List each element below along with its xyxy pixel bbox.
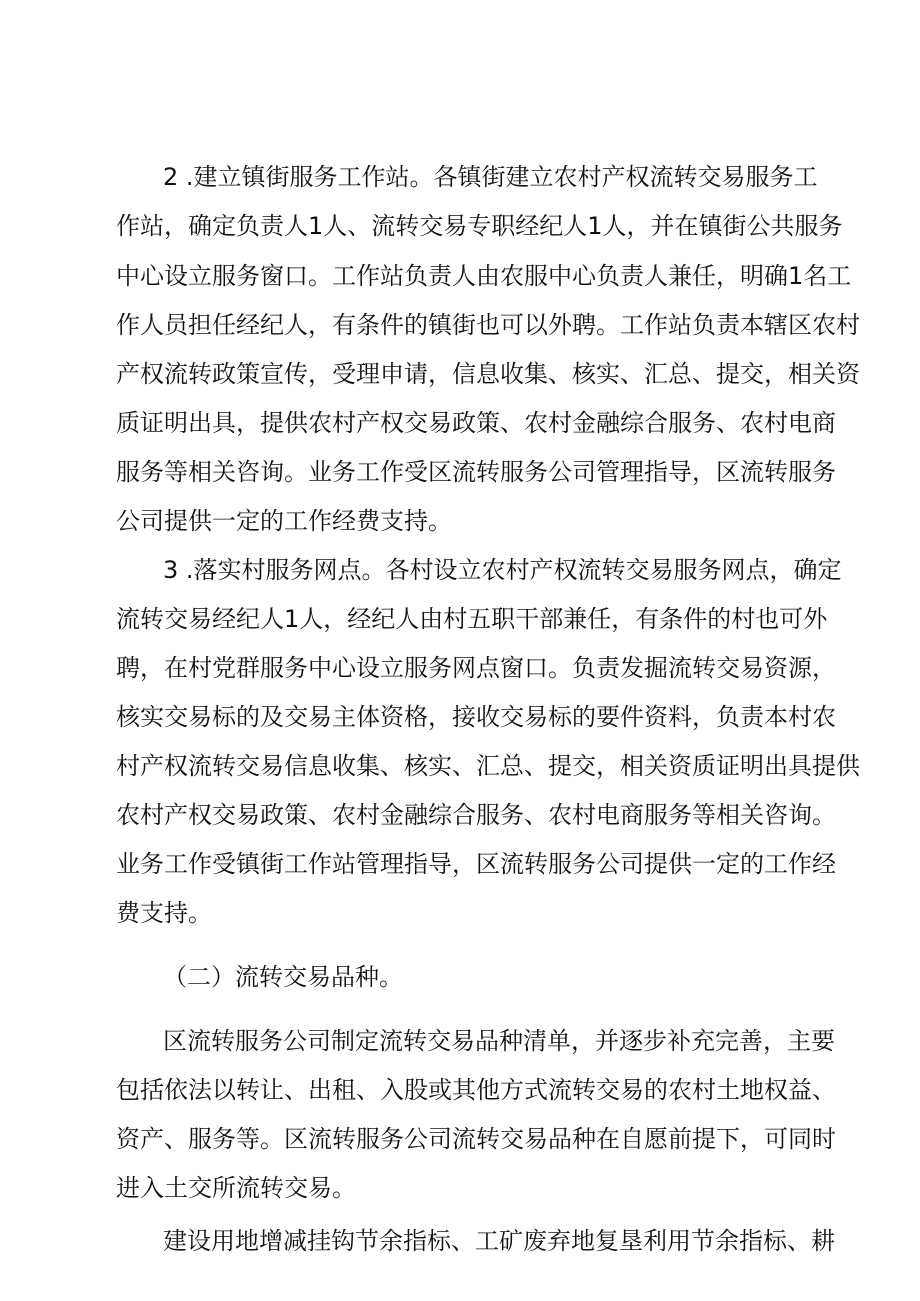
text-line: 资产、服务等。区流转服务公司流转交易品种在自愿前提下，可同时 (116, 1125, 836, 1153)
text-line: 业务工作受镇街工作站管理指导，区流转服务公司提供一定的工作经 (116, 850, 836, 878)
text-line: 农村产权交易政策、农村金融综合服务、农村电商服务等相关咨询。 (116, 801, 836, 829)
text-line: 建设用地增减挂钩节余指标、工矿废弃地复垦利用节余指标、耕 (163, 1227, 835, 1255)
text-line: 中心设立服务窗口。工作站负责人由农服中心负责人兼任，明确1名工 (116, 262, 852, 290)
text-line: 聘，在村党群服务中心设立服务网点窗口。负责发掘流转交易资源， (116, 654, 836, 682)
text-line: 流转交易经纪人1人，经纪人由村五职干部兼任，有条件的村也可外 (116, 605, 828, 633)
text-line: 作站，确定负责人1人、流转交易专职经纪人1人，并在镇街公共服务 (116, 212, 843, 240)
text-line: 服务等相关咨询。业务工作受区流转服务公司管理指导，区流转服务 (116, 458, 836, 486)
text-line: 3 .落实村服务网点。各村设立农村产权流转交易服务网点，确定 (163, 556, 842, 584)
text-line: 质证明出具，提供农村产权交易政策、农村金融综合服务、农村电商 (116, 409, 836, 437)
text-line: 作人员担任经纪人，有条件的镇街也可以外聘。工作站负责本辖区农村 (116, 311, 860, 339)
section-heading: （二）流转交易品种。 (163, 963, 403, 991)
text-line: 区流转服务公司制定流转交易品种清单，并逐步补充完善，主要 (163, 1027, 835, 1055)
text-line: 村产权流转交易信息收集、核实、汇总、提交，相关资质证明出具提供 (116, 752, 860, 780)
text-line: 核实交易标的及交易主体资格，接收交易标的要件资料，负责本村农 (116, 703, 836, 731)
text-line: 2 .建立镇街服务工作站。各镇街建立农村产权流转交易服务工 (163, 163, 818, 191)
text-line: 产权流转政策宣传，受理申请，信息收集、核实、汇总、提交，相关资 (116, 360, 860, 388)
text-line: 包括依法以转让、出租、入股或其他方式流转交易的农村土地权益、 (116, 1076, 836, 1104)
text-line: 进入土交所流转交易。 (116, 1174, 356, 1202)
text-line: 公司提供一定的工作经费支持。 (116, 507, 452, 535)
text-line: 费支持。 (116, 899, 212, 927)
